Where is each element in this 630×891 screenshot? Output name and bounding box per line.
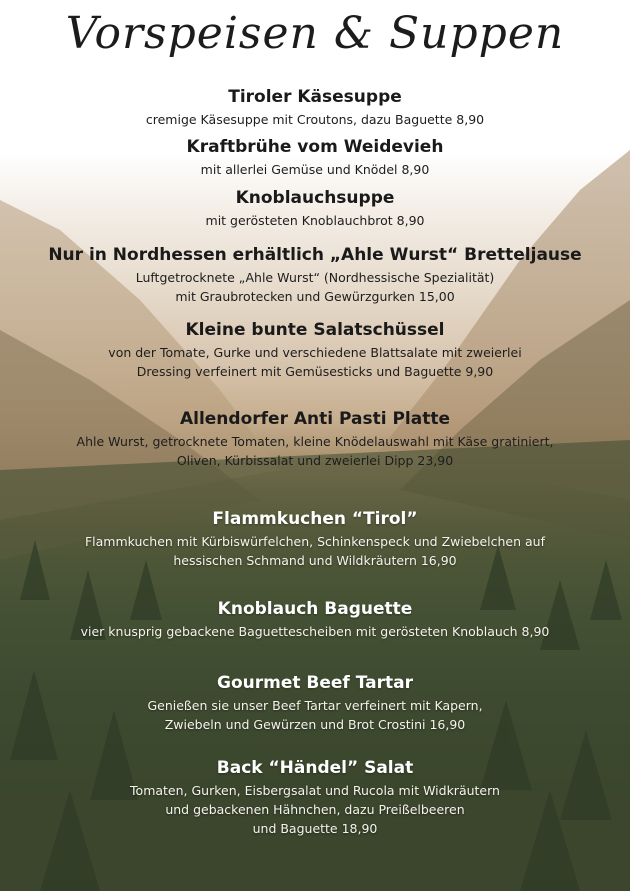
item-description: Flammkuchen mit Kürbiswürfelchen, Schinkenspeck und Zwiebelchen auf — [84, 534, 546, 549]
menu-item-flammkuchen — [0, 508, 630, 570]
item-description: Genießen sie unser Beef Tartar verfeinert mit Kapern, — [147, 698, 483, 713]
item-description: vier knusprig gebackene Baguettescheiben mit gerösteten Knoblauch 8,90 — [80, 624, 550, 639]
item-description: und gebackenen Hähnchen, dazu Preißelbeeren — [165, 802, 465, 817]
item-description: Ahle Wurst, getrocknete Tomaten, kleine Knödelauswahl mit Käse gratiniert, — [76, 434, 554, 449]
menu-item-tiroler-kaesesuppe — [0, 86, 630, 129]
item-title: Tiroler Käsesuppe — [228, 87, 402, 107]
item-title: Knoblauchsuppe — [235, 188, 395, 208]
item-title: Knoblauch Baguette — [217, 599, 413, 619]
item-description: mit allerlei Gemüse und Knödel 8,90 — [200, 162, 430, 177]
item-description: mit Graubrotecken und Gewürzgurken 15,00 — [175, 289, 455, 304]
item-description: Tomaten, Gurken, Eisbergsalat und Rucola mit Widkräutern — [130, 783, 500, 798]
item-title: Kraftbrühe vom Weidevieh — [186, 137, 444, 157]
item-description: Oliven, Kürbissalat und zweierlei Dipp 23,90 — [176, 453, 454, 468]
menu-item-ahle-wurst — [0, 244, 630, 306]
item-description: mit gerösteten Knoblauchbrot 8,90 — [205, 213, 425, 228]
item-title: Allendorfer Anti Pasti Platte — [179, 409, 451, 429]
menu-item-anti-pasti — [0, 408, 630, 470]
menu-item-beef-tartar — [0, 672, 630, 734]
item-title: Flammkuchen “Tirol” — [212, 509, 418, 529]
item-title: Kleine bunte Salatschüssel — [185, 320, 445, 340]
item-description: Zwiebeln und Gewürzen und Brot Crostini 16,90 — [164, 717, 466, 732]
menu-item-kraftbruehe — [0, 136, 630, 179]
item-description: von der Tomate, Gurke und verschiedene Blattsalate mit zweierlei — [108, 345, 522, 360]
item-description: Luftgetrocknete „Ahle Wurst“ (Nordhessische Spezialität) — [135, 270, 495, 285]
item-description: cremige Käsesuppe mit Croutons, dazu Baguette 8,90 — [145, 112, 485, 127]
item-description: und Baguette 18,90 — [252, 821, 378, 836]
item-title: Gourmet Beef Tartar — [217, 673, 413, 693]
item-title: Back “Händel” Salat — [216, 758, 414, 778]
item-description: hessischen Schmand und Wildkräutern 16,90 — [173, 553, 457, 568]
menu-item-knoblauch-baguette — [0, 598, 630, 641]
item-description: Dressing verfeinert mit Gemüsesticks und Baguette 9,90 — [136, 364, 494, 379]
menu-item-salatschuessel — [0, 319, 630, 381]
menu-item-knoblauchsuppe — [0, 187, 630, 230]
item-title: Nur in Nordhessen erhältlich „Ahle Wurst“ Bretteljause — [48, 245, 582, 265]
menu-heading: Vorspeisen & Suppen — [65, 8, 565, 59]
menu-item-back-haendel-salat — [0, 757, 630, 838]
